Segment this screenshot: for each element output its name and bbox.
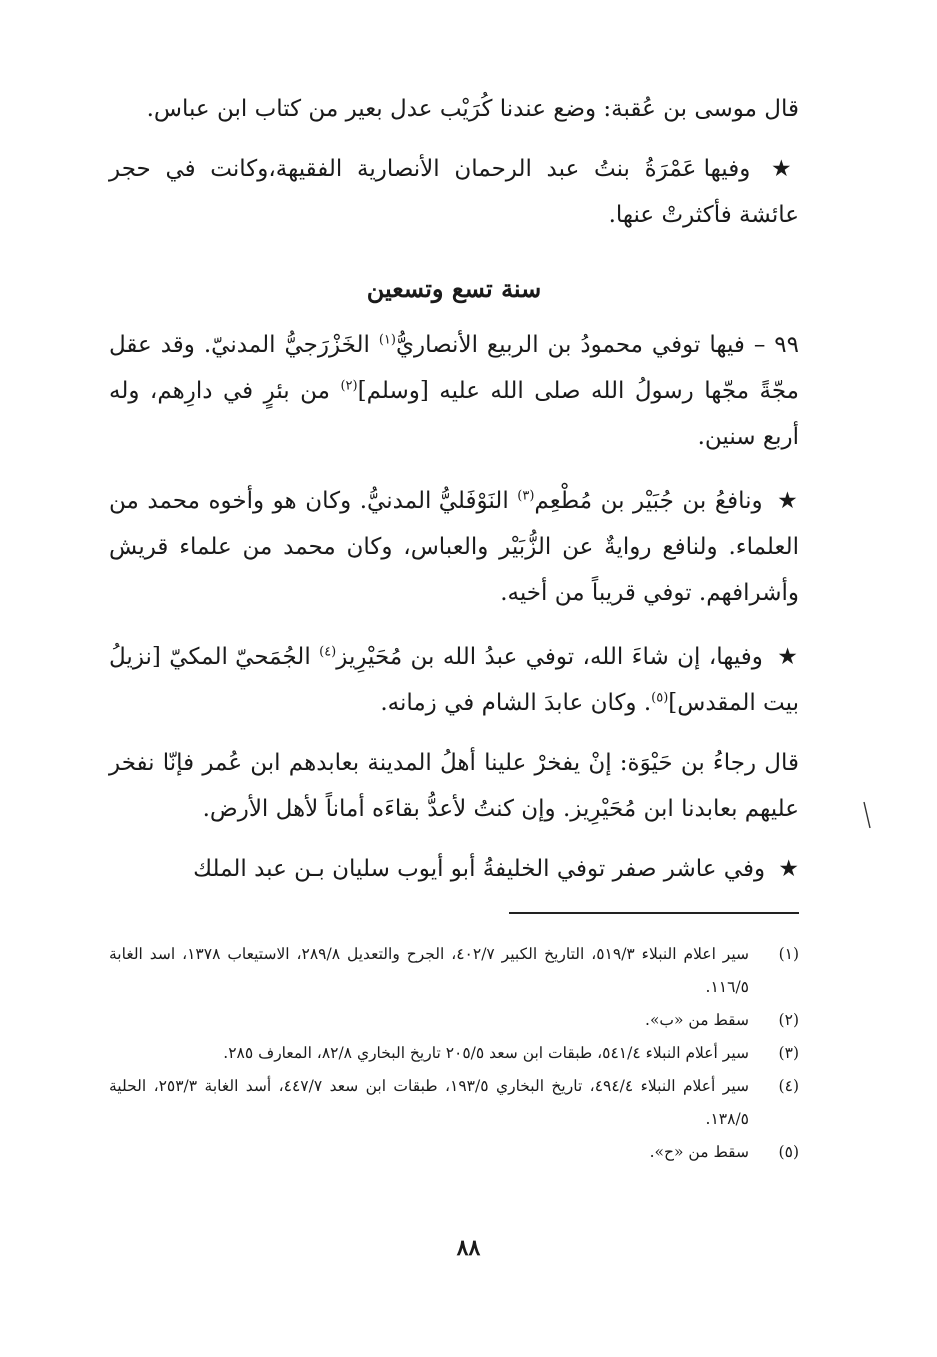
footnote-number: (٤) xyxy=(778,1077,799,1095)
footnote-separator xyxy=(509,912,799,914)
raja-quote xyxy=(109,740,799,832)
entry-muhayriz-text-a: وفيها، إن شاءَ الله، توفي عبدُ الله بن مُحَيْرِيز xyxy=(336,644,763,670)
star-icon: ★ xyxy=(778,856,799,882)
margin-stroke-icon xyxy=(862,800,872,830)
entry-nafi xyxy=(109,478,799,616)
entry-nafi-text-a: ونافعُ بن جُبَيْر بن مُطْعِم xyxy=(534,488,763,514)
entry-sulayman xyxy=(109,846,799,892)
footnote-item xyxy=(109,938,799,1004)
entry-sulayman-text: وفي عاشر صفر توفي الخليفةُ أبو أيوب سليان بـن عبد الملك xyxy=(193,856,766,882)
entry-99 xyxy=(109,322,799,460)
entry-99-text-b: الخَزْرَجيُّ المدنيّ. وقد عقل مجّةً مجّها رسولُ الله صلى الله عليه [وسلم] xyxy=(109,332,800,404)
entry-muhayriz xyxy=(109,634,799,726)
star-icon: ★ xyxy=(777,644,799,670)
footnote-item xyxy=(109,1070,799,1136)
section-heading: سنة تسع وتسعين xyxy=(366,274,542,303)
star-icon: ★ xyxy=(771,156,800,182)
dash: – xyxy=(753,332,766,358)
footnote-number: (١) xyxy=(778,945,800,963)
margin-mark xyxy=(862,800,872,830)
footnote-ref-1[interactable]: (١) xyxy=(378,332,396,348)
footnote-ref-5[interactable]: (٥) xyxy=(651,690,669,706)
entry-muhayriz-text-c: . وكان عابدَ الشام في زمانه. xyxy=(380,690,652,716)
footnote-number: (٥) xyxy=(778,1143,799,1161)
paragraph-amra xyxy=(109,146,799,238)
footnote-ref-2[interactable]: (٢) xyxy=(340,378,358,394)
footnote-text: سقط من «ب». xyxy=(645,1011,749,1029)
footnote-item xyxy=(109,1037,799,1070)
main-text xyxy=(109,86,799,910)
entry-99-text-a: فيها توفي محمودُ بن الربيع الأنصاريُّ xyxy=(395,332,745,358)
footnote-number: (٢) xyxy=(778,1011,799,1029)
footnote-item xyxy=(109,1136,799,1169)
footnote-text: سير أعلام النبلاء ٥٤١/٤، طبقات ابن سعد ٢٠٥/٥ تاريخ البخاري ٨٢/٨، المعارف ٢٨٥. xyxy=(223,1044,749,1062)
footnote-text: سير أعلام النبلاء ٤٩٤/٤، تاريخ البخاري ١٩٣/٥، طبقات ابن سعد ٤٤٧/٧، أسد الغابة ٢٥٣/٣، الحلية ١٣٨/٥. xyxy=(109,1077,749,1128)
footnote-number: (٣) xyxy=(778,1044,799,1062)
paragraph-amra-text: وفيها عَمْرَةُ بنتُ عبد الرحمان الأنصارية الفقيهة،وكانت في حجر عائشة فأكثرتْ عنها. xyxy=(109,156,799,228)
footnote-ref-3[interactable]: (٣) xyxy=(517,488,535,504)
footnotes xyxy=(109,938,799,1169)
entry-nafi-text-b: النَوْفَليُّ المدنيُّ. وكان هو وأخوه محمد من العلماء. ولنافع روايةٌ عن الزُّبَيْر والعباس، وكان محمد من علماء قريش وأشرافهم. توفي قريباً من أخيه. xyxy=(109,488,799,606)
footnote-text: سير اعلام النبلاء ٥١٩/٣، التاريخ الكبير ٤٠٢/٧، الجرح والتعديل ٢٨٩/٨، الاستيعاب ١٣٧٨، اسد الغابة ١١٦/٥. xyxy=(109,945,750,996)
entry-muhayriz-text-b: الجُمَحيّ المكيّ [نزيلُ بيت المقدس] xyxy=(109,644,799,716)
paragraph-musa-text: قال موسى بن عُقبة: وضع عندنا كُرَيْب عدل بعير من كتاب ابن عباس. xyxy=(146,96,799,122)
footnote-item xyxy=(109,1004,799,1037)
star-icon: ★ xyxy=(777,488,800,514)
footnote-text: سقط من «ح». xyxy=(649,1143,749,1161)
paragraph-musa xyxy=(109,86,799,132)
page-number: ٨٨ xyxy=(456,1235,481,1261)
raja-quote-text: قال رجاءُ بن حَيْوَة: إنْ يفخرْ علينا أهلُ المدينة بعابدهم ابن عُمر فإنّا نفخر عليهم بعابدنا ابن مُحَيْرِيز. وإن كنتُ لأعدُّ بقاءَه أماناً لأهل الأرض. xyxy=(109,750,799,822)
entry-number: ٩٩ xyxy=(774,332,799,358)
footnote-ref-4[interactable]: (٤) xyxy=(319,644,337,660)
entry-99-text-c: من بئرٍ في دارِهم، وله أربع سنين. xyxy=(109,378,799,450)
